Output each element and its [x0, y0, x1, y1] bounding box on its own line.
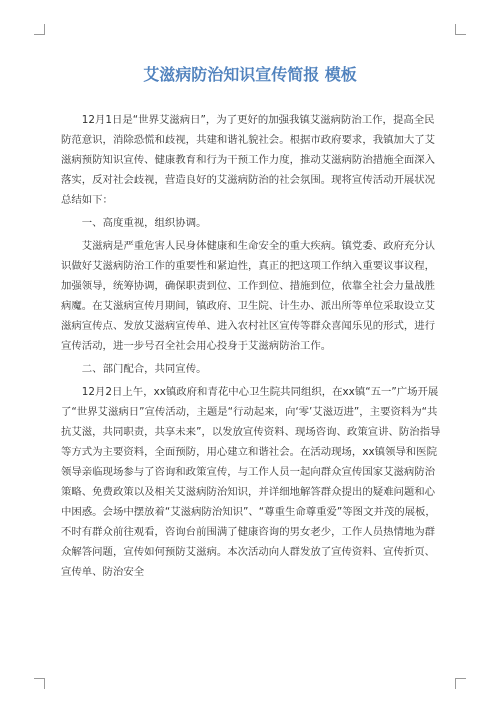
section-heading-2: 二、部门配合，共同宣传。 — [81, 363, 207, 375]
document-body — [61, 110, 441, 582]
crop-mark-bottom-right — [455, 678, 466, 689]
crop-mark-top-right — [455, 24, 466, 35]
crop-mark-bottom-left — [34, 678, 45, 689]
document-title: 艾滋病防治知识宣传简报 模板 — [143, 65, 357, 84]
section-heading-1: 一、高度重视，组织协调。 — [81, 217, 207, 229]
intro-paragraph: 12月1日是“世界艾滋病日”，为了更好的加强我镇艾滋病防治工作，提高全民防范意识，消除恐慌和歧视，共建和谐礼貌社会。根据市政府要求，我镇加大了艾滋病预防知识宣传、健康教育和行为干预工作力度，推动艾滋病防治措施全面深入落实，反对社会歧视，营造良好的艾滋病防治的社会氛围。现将宣传活动开展状况总结如下： — [61, 114, 436, 206]
section-2-paragraph: 12月2日上午，xx镇政府和青花中心卫生院共同组织，在xx镇“五一”广场开展了“世界艾滋病日”宣传活动，主题是“行动起来，向‘零’艾滋迈进”，主要资料为“共抗艾滋，共同职责，共享未来”，以发放宣传资料、现场咨询、政策宣讲、防治指导等方式为主要资料，全面预防，用心建立和谐社会。在活动现场，xx镇领导和医院领导亲临现场参与了咨询和政策宣传，与工作人员一起向群众宣传国家艾滋病防治策略、免费政策以及相关艾滋病防治知识，并详细地解答群众提出的疑难问题和心中困惑。会场中摆放着“艾滋病防治知识”、“尊重生命尊重爱”等图文并茂的展板，不时有群众前往观看，咨询台前围满了健康咨询的男女老少，工作人员热情地为群众解答问题，宣传如何预防艾滋病。本次活动向人群发放了宣传资料、宣传折页、宣传单、防治安全 — [61, 386, 441, 578]
section-1-paragraph: 艾滋病是严重危害人民身体健康和生命安全的重大疾病。镇党委、政府充分认识做好艾滋病防治工作的重要性和紧迫性，真正的把这项工作纳入重要议事议程，加强领导，统筹协调，确保职责到位、工作到位、措施到位，依靠全社会力量战胜病魔。在艾滋病宣传月期间，镇政府、卫生院、计生办、派出所等单位采取设立艾滋病宣传点、发放艾滋病宣传单、进入农村社区宣传等群众喜闻乐见的形式，进行宣传活动，进一步号召全社会用心投身于艾滋病防治工作。 — [61, 240, 436, 352]
crop-mark-top-left — [34, 24, 45, 35]
